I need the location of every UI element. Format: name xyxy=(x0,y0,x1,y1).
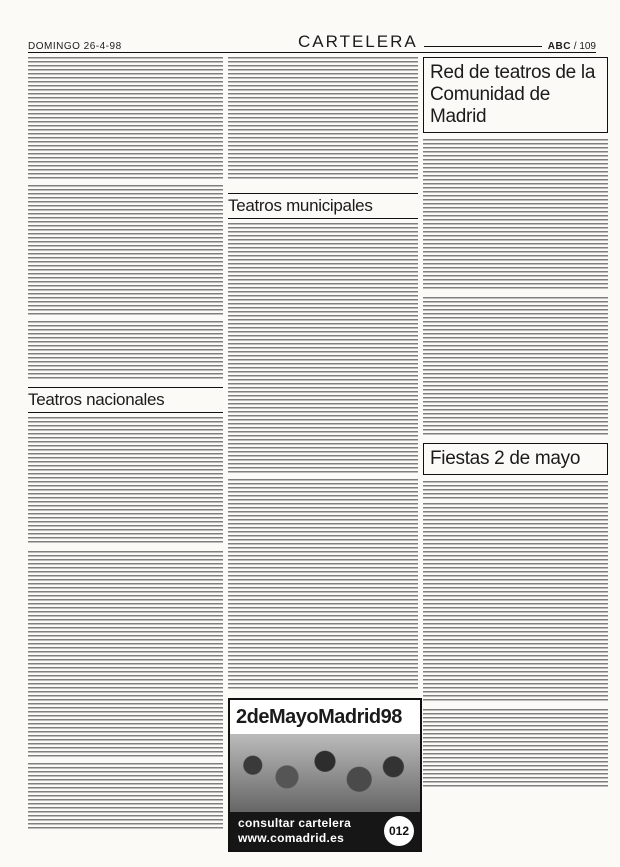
ad-footer xyxy=(230,812,420,850)
issue-date: DOMINGO 26-4-98 xyxy=(28,41,122,52)
red-title: Red de teatros de la Comunidad de Madrid xyxy=(430,62,596,127)
fiestas-title-box xyxy=(423,443,608,475)
listing-block xyxy=(228,479,418,691)
nacionales-title-box xyxy=(28,387,223,413)
municipales-title: Teatros municipales xyxy=(228,196,373,215)
listing-block xyxy=(228,57,418,179)
nacionales-title: Teatros nacionales xyxy=(28,390,165,409)
fiestas-subhead xyxy=(423,481,608,499)
fiestas-title: Fiestas 2 de mayo xyxy=(430,448,581,469)
listing-block xyxy=(28,185,223,315)
municipales-title-box xyxy=(228,193,418,219)
page-header xyxy=(28,32,596,53)
column-3 xyxy=(423,57,608,793)
ad-url: www.comadrid.es xyxy=(238,831,345,845)
listing-block xyxy=(28,763,223,831)
brand-name: ABC xyxy=(547,41,571,52)
listing-block xyxy=(228,223,418,473)
column-2 xyxy=(228,57,418,697)
ad-crowd-photo xyxy=(230,734,420,812)
phone-012-badge: 012 xyxy=(384,816,414,846)
listing-block xyxy=(28,551,223,757)
listing-block xyxy=(423,297,608,437)
red-title-box xyxy=(423,57,608,133)
listing-block xyxy=(423,503,608,703)
listing-block xyxy=(28,417,223,545)
page-folio: ABC / 109 xyxy=(547,41,596,52)
section-title: CARTELERA xyxy=(298,32,418,51)
listing-block xyxy=(423,139,608,291)
header-rule xyxy=(424,46,542,47)
ad-title: 2deMayoMadrid98 xyxy=(230,700,420,730)
ad-consult-text: consultar cartelera xyxy=(238,816,352,830)
page-number: 109 xyxy=(579,41,596,52)
column-1 xyxy=(28,57,223,837)
listing-block xyxy=(28,57,223,179)
listing-block xyxy=(28,321,223,381)
listing-block xyxy=(423,709,608,787)
festival-advertisement xyxy=(228,698,422,852)
